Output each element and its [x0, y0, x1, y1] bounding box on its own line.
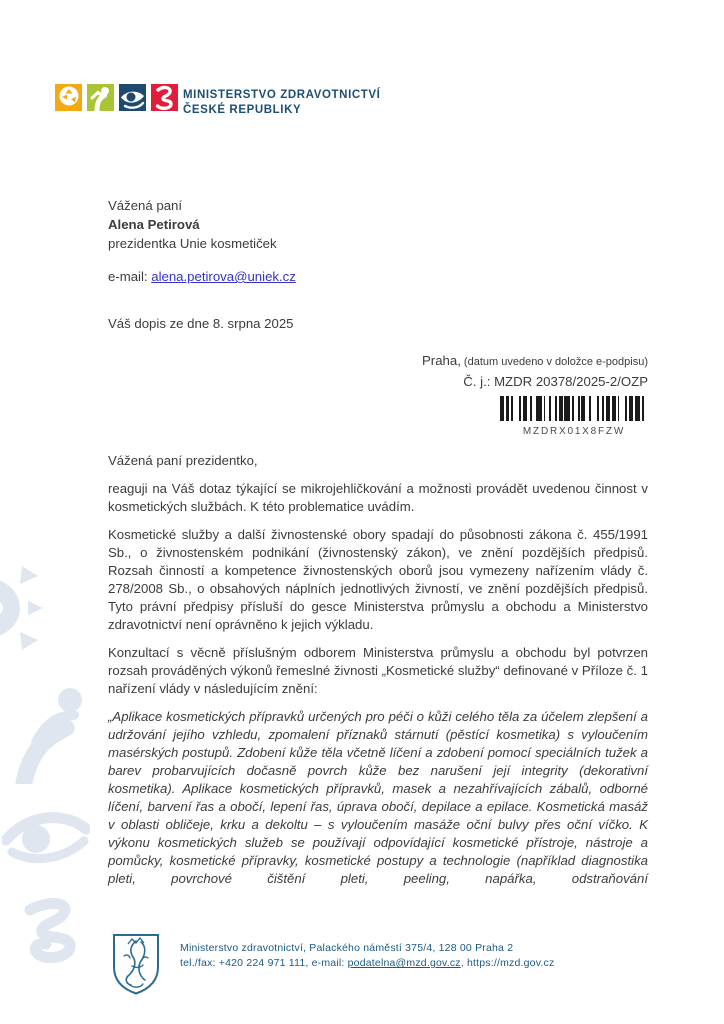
- recipient-title: prezidentka Unie kosmetiček: [108, 236, 277, 251]
- czech-lion-icon: [110, 932, 162, 996]
- sun-icon: [55, 84, 82, 111]
- watermark-squiggle-icon: [18, 898, 90, 980]
- recipient-name: Alena Petirová: [108, 217, 200, 232]
- watermark-eye-icon: [2, 798, 90, 878]
- place-note: (datum uvedeno v doložce e-podpisu): [460, 356, 648, 368]
- recipient-email-row: [108, 267, 296, 286]
- body-salutation: Vážená paní prezidentko,: [108, 453, 258, 468]
- regulation-quote: „Aplikace kosmetických přípravků určených pro péči o kůži celého těla za účelem zlepšení a udržování jejího vzhledu, zpomalení příznaků stárnutí (pěstící kosmetika) s vyloučením masérských postupů. Zdobení kůže těla včetně líčení a zdobení pomocí speciálních tužek a barev probarvujících dočasně povrch kůže bez narušení její integrity (dekorativní kosmetika). Aplikace kosmetických přípravků, masek a nezahřívajících zábalů, odborné líčení, barvení řas a obočí, lepení řas, úprava obočí, depilace a epilace. Kosmetická masáž v oblasti obličeje, krku a dekoltu – s vyloučením masáže oční bulvy přes oční víčko. K výkonu kosmetických služeb se používají odpovídající kosmetické přístroje, nástroje a pomůcky, kosmetické přípravky, kosmetické postupy a technologie (například diagnostika pleti, povrchové čištění pleti, peeling, napářka, odstraňování: [108, 709, 648, 886]
- ministry-name-line2: ČESKÉ REPUBLIKY: [183, 104, 302, 116]
- file-number: Č. j.: MZDR 20378/2025-2/OZP: [463, 374, 648, 389]
- ministry-name: [183, 88, 380, 118]
- squiggle-icon: [151, 84, 178, 111]
- footer: [110, 932, 554, 996]
- recipient-block: [108, 196, 296, 286]
- recipient-email-link[interactable]: alena.petirova@uniek.cz: [151, 269, 296, 284]
- your-letter-line: Váš dopis ze dne 8. srpna 2025: [108, 316, 294, 331]
- place-date-line: [422, 353, 648, 368]
- ministry-name-line1: MINISTERSTVO ZDRAVOTNICTVÍ: [183, 89, 381, 101]
- footer-contact-suffix: , https://mzd.gov.cz: [460, 957, 555, 969]
- barcode-bars: [500, 396, 648, 421]
- place: Praha,: [422, 353, 461, 368]
- barcode: [500, 396, 648, 437]
- email-label: e-mail:: [108, 269, 152, 284]
- barcode-label: MZDRX01X8FZW: [522, 426, 626, 437]
- reference-block: [422, 353, 648, 437]
- watermark-sun-icon: [0, 562, 44, 654]
- body-paragraph: Kosmetické služby a další živnostenské obory spadají do působnosti zákona č. 455/1991 Sb., o živnostenském podnikání (živnostenský zákon), ve znění pozdějších předpisů. Rozsah činností a kompetence živnostenských oborů jsou vymezeny nařízením vlády č. 278/2008 Sb., o obsahových náplních jednotlivých živností, ve znění pozdějších předpisů. Tyto právní předpisy přísluší do gesce Ministerstva průmyslu a obchodu a Ministerstvo zdravotnictví není oprávněno k jejich výkladu.: [108, 527, 648, 632]
- body-paragraph: Konzultací s věcně příslušným odborem Ministerstva průmyslu a obchodu byl potvrzen rozsah prováděných výkonů řemeslné živnosti „Kosmetické služby“ definované v Příloze č. 1 nařízení vlády v následujícím znění:: [108, 645, 648, 696]
- footer-address: Ministerstvo zdravotnictví, Palackého náměstí 375/4, 128 00 Praha 2: [180, 942, 514, 954]
- body-paragraph: reaguji na Váš dotaz týkající se mikrojehličkování a možnosti provádět uvedenou činnost v kosmetických službách. K této problematice uvádím.: [108, 481, 648, 514]
- person-icon: [87, 84, 114, 111]
- recipient-salutation: Vážená paní: [108, 198, 183, 213]
- ministry-logo: [55, 84, 178, 111]
- footer-contact: [180, 956, 554, 971]
- eye-icon: [119, 84, 146, 111]
- watermark-person-icon: [12, 684, 92, 784]
- footer-email-link[interactable]: podatelna@mzd.gov.cz: [347, 957, 461, 969]
- letter-body: [108, 452, 648, 888]
- footer-text: [180, 932, 554, 971]
- footer-contact-prefix: tel./fax: +420 224 971 111, e-mail:: [180, 957, 348, 969]
